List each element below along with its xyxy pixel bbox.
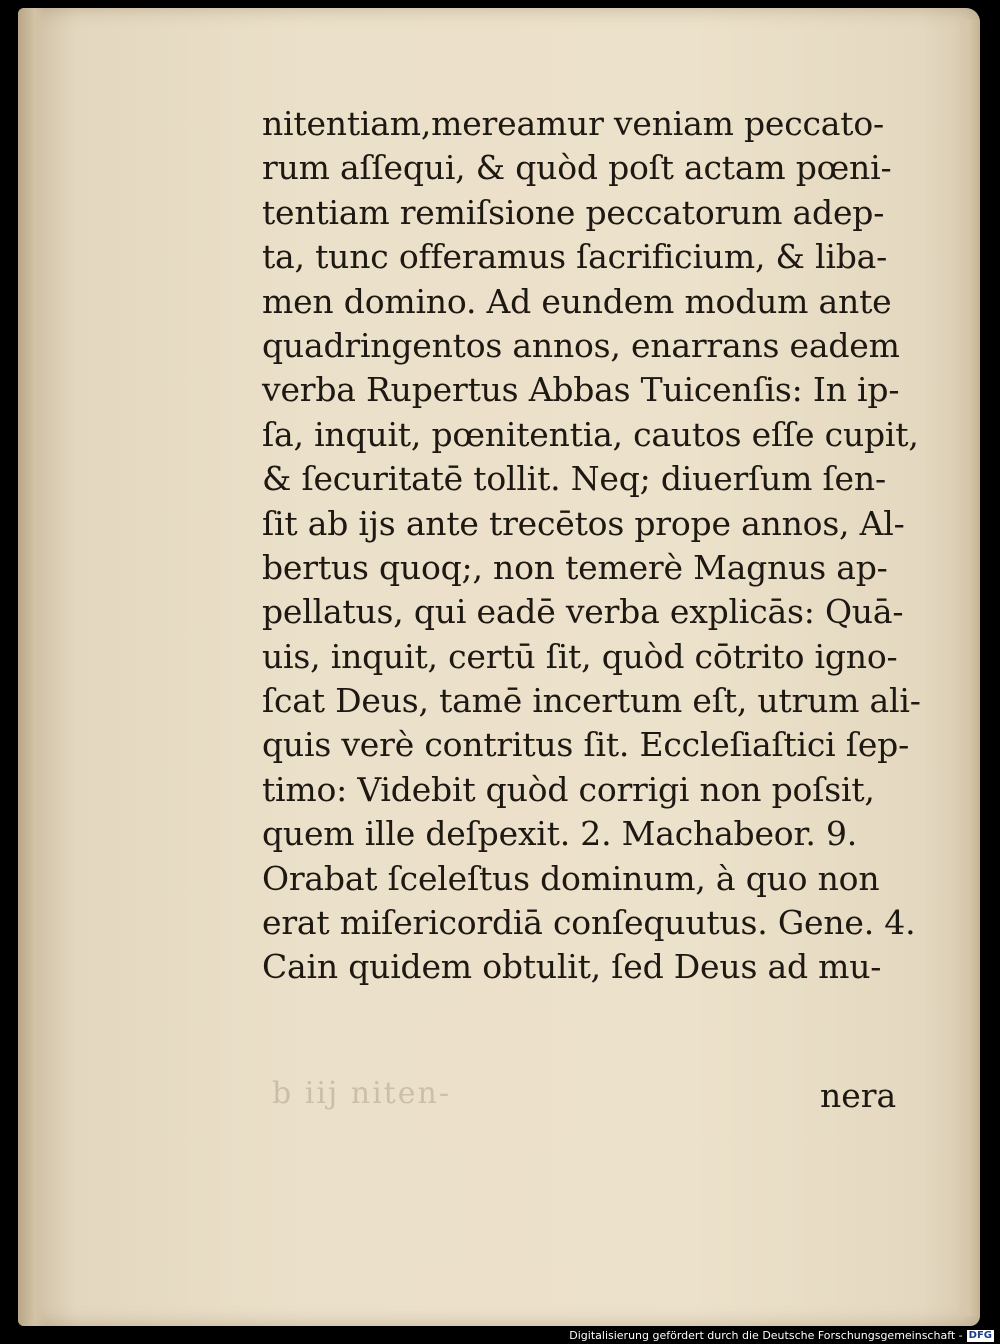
- text-line: ſa, inquit, pœnitentia, cautos eſſe cupit,: [262, 414, 919, 454]
- dfg-logo-icon: DFG: [968, 1329, 992, 1341]
- text-line: ta, tunc offeramus ſacrificium, & liba-: [262, 237, 888, 277]
- text-line: ſcat Deus, tamē incertum eſt, utrum ali-: [262, 681, 921, 721]
- body-text: [262, 102, 921, 990]
- text-line: Orabat ſceleſtus dominum, à quo non: [262, 858, 880, 898]
- text-line: bertus quoq;, non temerè Magnus ap-: [262, 547, 888, 587]
- credit-text: Digitalisierung gefördert durch die Deutsche Forschungsgemeinschaft -: [569, 1329, 963, 1342]
- text-line: uis, inquit, certū ſit, quòd cōtrito igno-: [262, 636, 898, 676]
- text-line: quem ille deſpexit. 2. Machabeor. 9.: [262, 814, 858, 854]
- text-line: timo: Videbit quòd corrigi non poſsit,: [262, 769, 875, 809]
- text-line: nitentiam,mereamur veniam peccato-: [262, 104, 884, 143]
- text-line: tentiam remiſsione peccatorum adep-: [262, 192, 885, 232]
- text-line: ſit ab ijs ante trecētos prope annos, Al-: [262, 503, 905, 543]
- text-line: quadringentos annos, enarrans eadem: [262, 325, 900, 365]
- text-line: quis verè contritus ſit. Eccleſiaſtici ſep-: [262, 725, 910, 765]
- text-line: pellatus, qui eadē verba explicās: Quā-: [262, 592, 904, 632]
- text-line: men domino. Ad eundem modum ante: [262, 281, 892, 321]
- page-edge-right: [956, 20, 980, 1316]
- text-line: erat miſericordiā conſequutus. Gene. 4.: [262, 903, 916, 943]
- bleed-through-text: b iij niten-: [272, 1076, 451, 1111]
- text-line: verba Rupertus Abbas Tuicenſis: In ip-: [262, 370, 900, 410]
- page-edge-left: [18, 8, 46, 1326]
- digitization-credit: [569, 1329, 994, 1342]
- text-line: & ſecuritatē tollit. Neq; diuerſum ſen-: [262, 459, 886, 499]
- text-line: rum aſſequi, & quòd poſt actam pœni-: [262, 148, 892, 188]
- text-line: Cain quidem obtulit, ſed Deus ad mu-: [262, 947, 882, 987]
- catchword: nera: [820, 1076, 897, 1115]
